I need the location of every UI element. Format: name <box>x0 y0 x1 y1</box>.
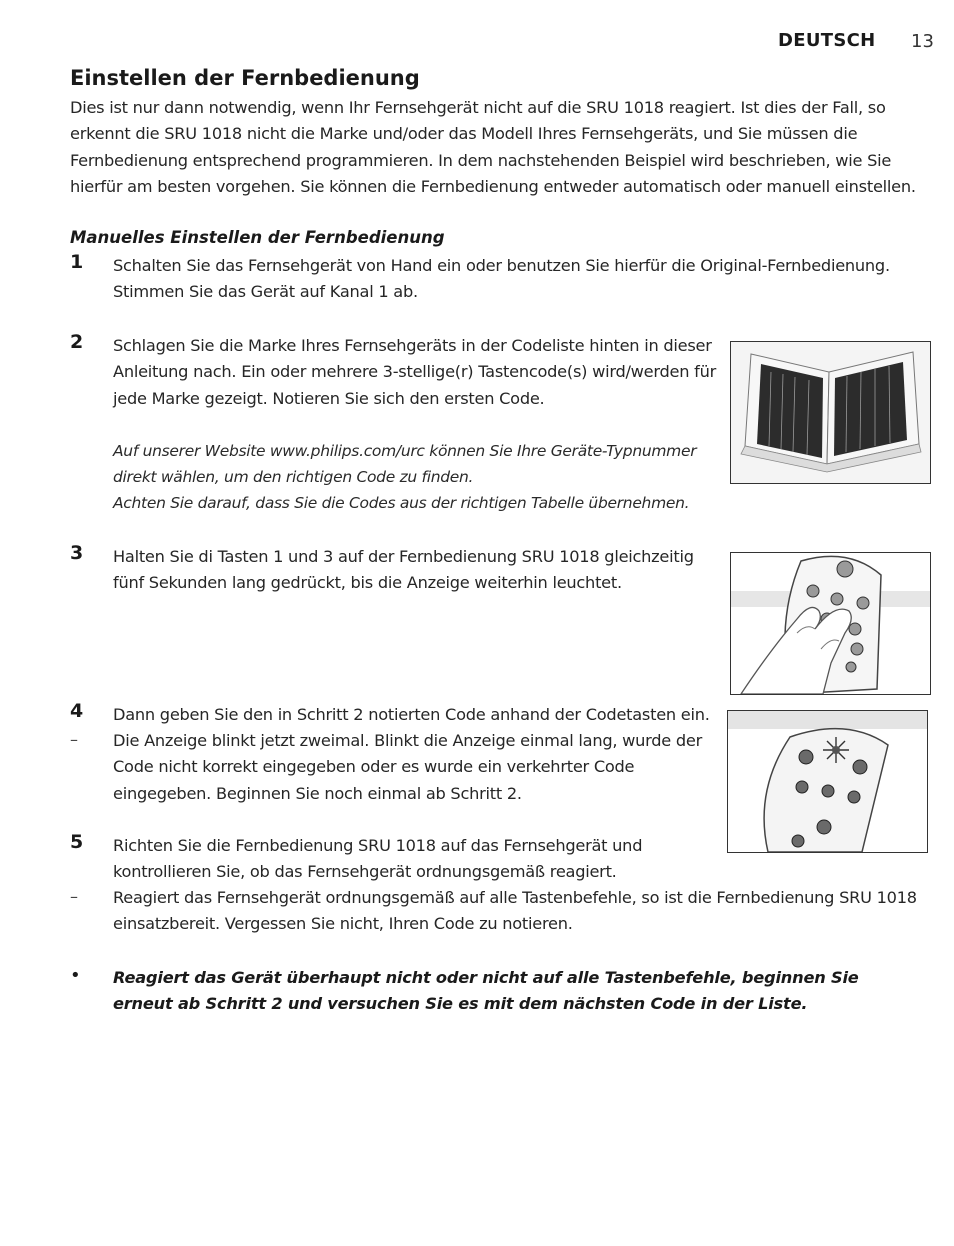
step-3-number: 3 <box>70 542 84 564</box>
step-2-text: Schlagen Sie die Marke Ihres Fernsehgeräts in der Codeliste hinten in dieser Anleitung nach. Ein oder mehrere 3-stellige(r) Tastencode(s) wird/werden für jede Marke gezeigt. Notieren Sie sich den ersten Code. <box>113 336 716 408</box>
codebook-figure <box>730 341 931 484</box>
step-5-subtext: Reagiert das Fernsehgerät ordnungsgemäß auf alle Tastenbefehle, so ist die Fernbedienung SRU 1018 einsatzbereit. Vergessen Sie nicht, Ihren Code zu notieren. <box>113 888 917 934</box>
step-4-subtext: Die Anzeige blinkt jetzt zweimal. Blinkt die Anzeige einmal lang, wurde der Code nicht korrekt eingegeben oder es wurde ein verkehrter Code eingegeben. Beginnen Sie noch einmal ab Schritt 2. <box>113 731 703 803</box>
intro-paragraph: Dies ist nur dann notwendig, wenn Ihr Fernsehgerät nicht auf die SRU 1018 reagiert. Ist dies der Fall, so erkennt die SRU 1018 nicht die Marke und/oder das Modell Ihres Fernsehgeräts, und Sie müssen die Fernbedienung entsprechend programmieren. In dem nachstehenden Beispiel wird beschrieben, wie Sie hierfür am besten vorgehen. Sie können die Fernbedienung entweder automatisch oder manuell einstellen. <box>70 98 916 196</box>
step-2-number: 2 <box>70 331 84 353</box>
step-2-note-table: Achten Sie darauf, dass Sie die Codes aus der richtigen Tabelle übernehmen. <box>113 494 690 512</box>
step-1-number: 1 <box>70 251 84 273</box>
remote-indicator-figure <box>727 710 928 853</box>
step-2-note-website: Auf unserer Website www.philips.com/urc können Sie Ihre Geräte-Typnummer direkt wählen, um den richtigen Code zu finden. <box>113 442 697 487</box>
step-4-text: Dann geben Sie den in Schritt 2 notierten Code anhand der Codetasten ein. <box>113 705 710 724</box>
remote-hand-icon <box>731 553 930 694</box>
step-4-dash: – <box>70 730 78 749</box>
remote-blink-icon <box>728 711 927 852</box>
bullet-note: Reagiert das Gerät überhaupt nicht oder nicht auf alle Tastenbefehle, beginnen Sie erneut ab Schritt 2 und versuchen Sie es mit dem nächsten Code in der Liste. <box>113 968 859 1014</box>
step-5-dash: – <box>70 887 78 906</box>
step-4-number: 4 <box>70 700 84 722</box>
section-subtitle: Manuelles Einstellen der Fernbedienung <box>70 228 445 247</box>
bullet-symbol: • <box>70 965 81 986</box>
step-3-text: Halten Sie di Tasten 1 und 3 auf der Fernbedienung SRU 1018 gleichzeitig fünf Sekunden lang gedrückt, bis die Anzeige weiterhin leuchtet. <box>113 547 694 593</box>
open-book-icon <box>731 342 930 483</box>
header-language: DEUTSCH <box>778 30 876 51</box>
step-5-number: 5 <box>70 831 84 853</box>
page-title: Einstellen der Fernbedienung <box>70 66 420 90</box>
step-1-text: Schalten Sie das Fernsehgerät von Hand ein oder benutzen Sie hierfür die Original-Fernbedienung. Stimmen Sie das Gerät auf Kanal 1 ab. <box>113 256 890 302</box>
step-5-text: Richten Sie die Fernbedienung SRU 1018 auf das Fernsehgerät und kontrollieren Sie, ob das Fernsehgerät ordnungsgemäß reagiert. <box>113 836 643 882</box>
remote-keys-figure <box>730 552 931 695</box>
page-number: 13 <box>911 31 934 52</box>
